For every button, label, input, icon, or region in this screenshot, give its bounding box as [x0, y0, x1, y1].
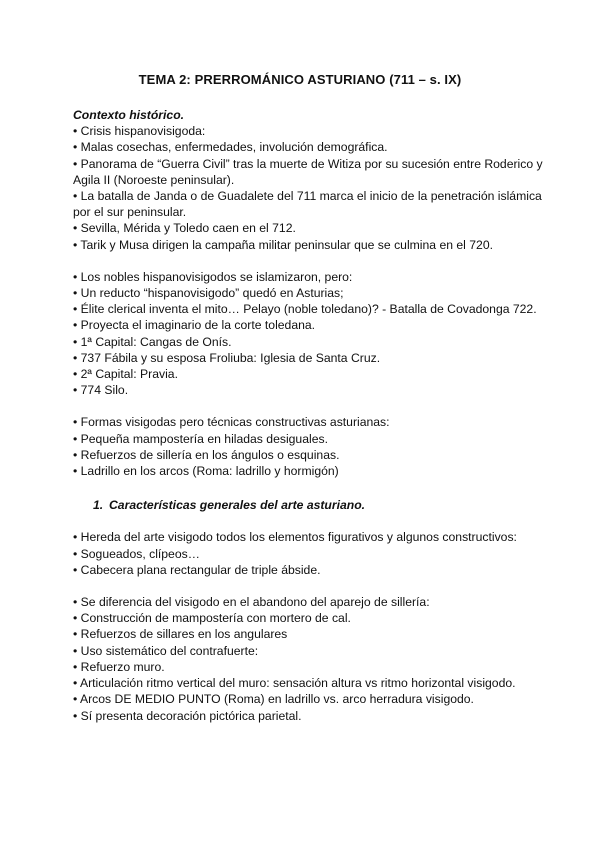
document-body	[73, 107, 543, 724]
context-item: • Malas cosechas, enfermedades, involución demográfica.	[73, 140, 388, 155]
context-item: • Un reducto “hispanovisigodo” quedó en Asturias;	[73, 286, 344, 301]
spacer	[73, 578, 543, 594]
document-title: TEMA 2: PRERROMÁNICO ASTURIANO (711 – s. IX)	[138, 72, 462, 87]
section-item: • Refuerzo muro.	[73, 659, 165, 674]
context-item: • Pequeña mampostería en hiladas desiguales.	[73, 431, 328, 446]
section-item: • Sí presenta decoración pictórica parietal.	[73, 708, 302, 723]
section-item: • Refuerzos de sillares en los angulares	[73, 627, 288, 642]
context-item: • Los nobles hispanovisigodos se islamizaron, pero:	[73, 269, 353, 284]
context-item: • 2ª Capital: Pravia.	[73, 367, 178, 382]
context-item: • Refuerzos de sillería en los ángulos o esquinas.	[73, 447, 340, 462]
section-item: • Se diferencia del visigodo en el abandono del aparejo de sillería:	[73, 595, 430, 610]
spacer	[73, 253, 543, 269]
section-item: • Articulación ritmo vertical del muro: sensación altura vs ritmo horizontal visigodo.	[73, 676, 516, 691]
context-item: • Crisis hispanovisigoda:	[73, 124, 206, 139]
context-item: • La batalla de Janda o de Guadalete del 711 marca el inicio de la penetración islámica por el sur peninsular.	[73, 189, 542, 220]
context-item: • Proyecta el imaginario de la corte toledana.	[73, 318, 316, 333]
context-item: • Sevilla, Mérida y Toledo caen en el 712.	[73, 221, 296, 236]
context-item: • Tarik y Musa dirigen la campaña militar peninsular que se culmina en el 720.	[73, 237, 493, 252]
context-item: • 774 Silo.	[73, 383, 129, 398]
context-item: • 737 Fábila y su esposa Froliuba: Iglesia de Santa Cruz.	[73, 350, 381, 365]
context-item: • Formas visigodas pero técnicas constructivas asturianas:	[73, 415, 390, 430]
spacer	[73, 398, 543, 414]
section-item: • Uso sistemático del contrafuerte:	[73, 643, 259, 658]
context-item: • Panorama de “Guerra Civil” tras la muerte de Witiza por su sucesión entre Roderico y Agila II (Noroeste peninsular).	[73, 156, 543, 187]
section-item: • Sogueados, clípeos…	[73, 546, 200, 561]
context-item: • Ladrillo en los arcos (Roma: ladrillo y hormigón)	[73, 464, 339, 479]
context-item: • 1ª Capital: Cangas de Onís.	[73, 334, 232, 349]
section-item: • Cabecera plana rectangular de triple ábside.	[73, 562, 321, 577]
section-item: • Arcos DE MEDIO PUNTO (Roma) en ladrillo vs. arco herradura visigodo.	[73, 692, 474, 707]
section-item: • Hereda del arte visigodo todos los elementos figurativos y algunos constructivos:	[73, 530, 517, 545]
context-heading: Contexto histórico.	[73, 108, 185, 122]
context-item: • Élite clerical inventa el mito… Pelayo (noble toledano)? - Batalla de Covadonga 722.	[73, 302, 537, 317]
section-heading	[73, 497, 543, 513]
section-item: • Construcción de mampostería con mortero de cal.	[73, 611, 351, 626]
section-title: Características generales del arte asturiano.	[109, 498, 366, 513]
section-number: 1.	[93, 498, 104, 513]
